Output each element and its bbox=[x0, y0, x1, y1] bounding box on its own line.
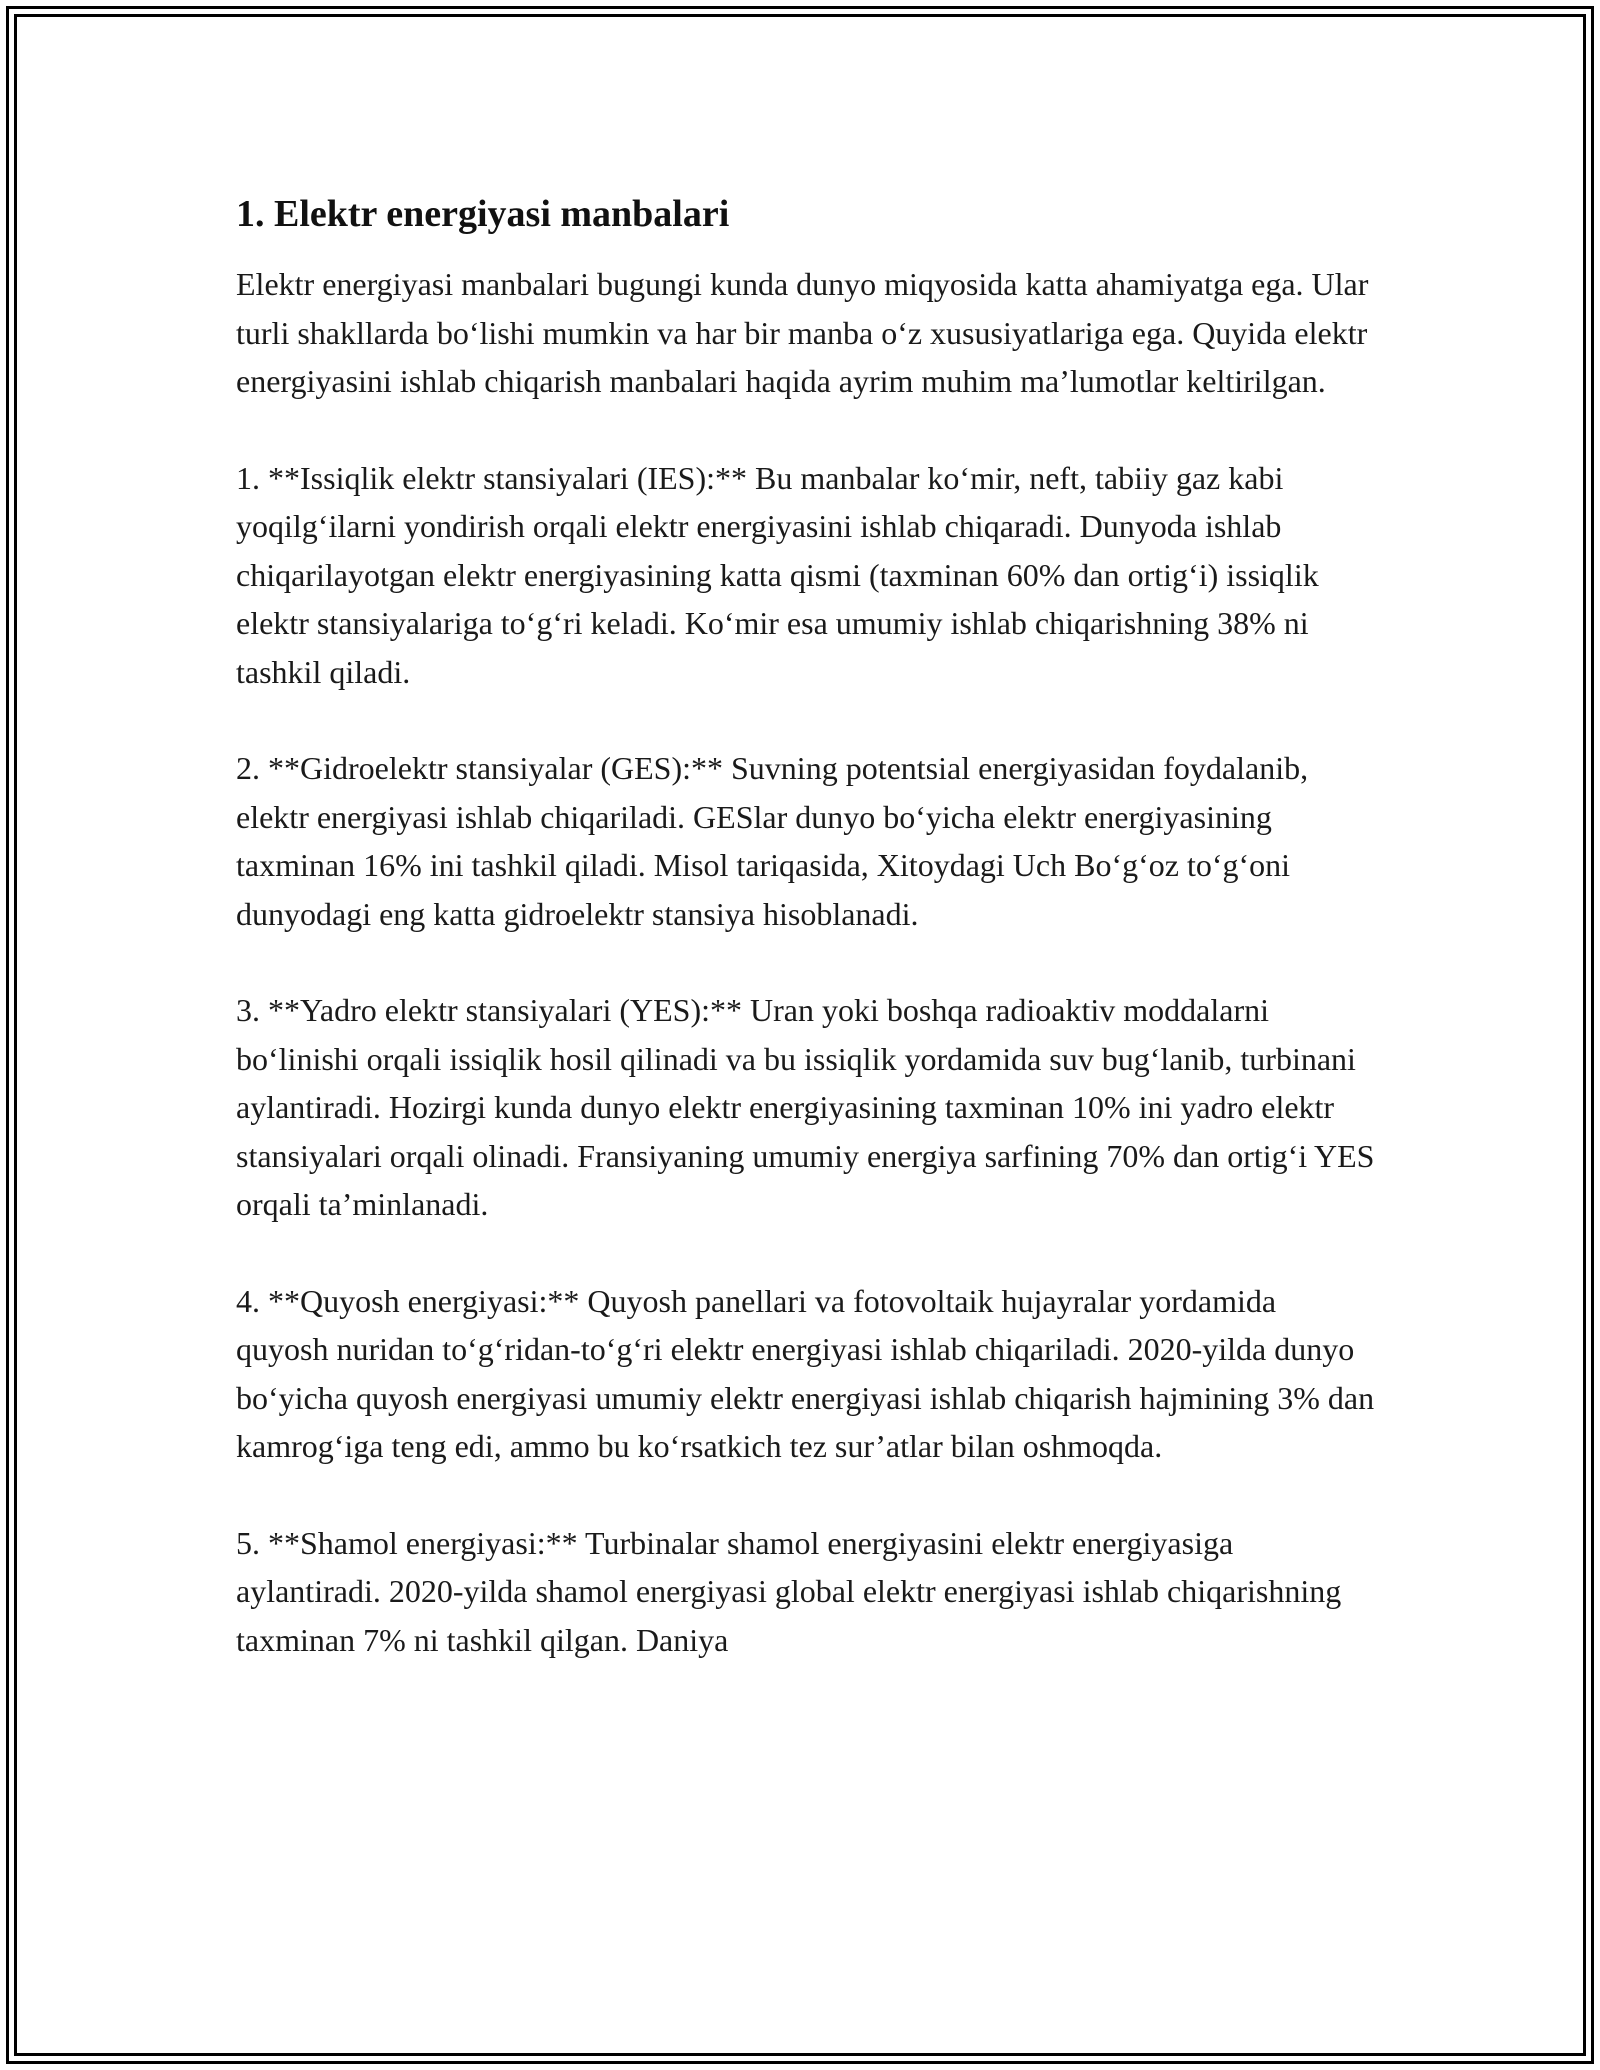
paragraph-nuclear-power: 3. **Yadro elektr stansiyalari (YES):** Uran yoki boshqa radioaktiv moddalarni bo‘linishi orqali issiqlik hosil qilinadi va bu issiqlik yordamida suv bug‘lanib, turbinani aylantiradi. Hozirgi kunda dunyo elektr energiyasining taxminan 10% ini yadro elektr stansiyalari orqali olinadi. Fransiyaning umumiy energiya sarfining 70% dan ortig‘i YES orqali ta’minlanadi. bbox=[236, 992, 1375, 1222]
intro-paragraph: Elektr energiyasi manbalari bugungi kunda dunyo miqyosida katta ahamiyatga ega. Ular turli shakllarda bo‘lishi mumkin va har bir manba o‘z xususiyatlariga ega. Quyida elektr energiyasini ishlab chiqarish manbalari haqida ayrim muhim ma’lumotlar keltirilgan. bbox=[236, 266, 1369, 399]
document-title: 1. Elektr energiyasi manbalari bbox=[236, 193, 730, 235]
paragraph-solar-energy: 4. **Quyosh energiyasi:** Quyosh panellari va fotovoltaik hujayralar yordamida quyosh nuridan to‘g‘ridan-to‘g‘ri elektr energiyasi ishlab chiqariladi. 2020-yilda dunyo bo‘yicha quyosh energiyasi umumiy elektr energiyasi ishlab chiqarish hajmining 3% dan kamrog‘iga teng edi, ammo bu ko‘rsatkich tez sur’atlar bilan oshmoqda. bbox=[236, 1282, 1375, 1464]
paragraph-wind-energy: 5. **Shamol energiyasi:** Turbinalar shamol energiyasini elektr energiyasiga aylantiradi. 2020-yilda shamol energiyasi global elektr energiyasi ishlab chiqarishning taxminan 7% ni tashkil qilgan. Daniya bbox=[236, 1524, 1342, 1658]
paragraph-hydro-power: 2. **Gidroelektr stansiyalar (GES):** Suvning potentsial energiyasidan foydalanib, elektr energiyasi ishlab chiqariladi. GESlar dunyo bo‘yicha elektr energiyasining taxminan 16% ini tashkil qiladi. Misol tariqasida, Xitoydagi Uch Bo‘g‘oz to‘g‘oni dunyodagi eng katta gidroelektr stansiya hisoblanadi. bbox=[236, 750, 1309, 932]
paragraph-thermal-power: 1. **Issiqlik elektr stansiyalari (IES):** Bu manbalar ko‘mir, neft, tabiiy gaz kabi yoqilg‘ilarni yondirish orqali elektr energiyasini ishlab chiqaradi. Dunyoda ishlab chiqarilayotgan elektr energiyasining katta qismi (taxminan 60% dan ortig‘i) issiqlik elektr stansiyalariga to‘g‘ri keladi. Ko‘mir esa umumiy ishlab chiqarishning 38% ni tashkil qiladi. bbox=[236, 459, 1319, 690]
document-body bbox=[236, 188, 1376, 1712]
